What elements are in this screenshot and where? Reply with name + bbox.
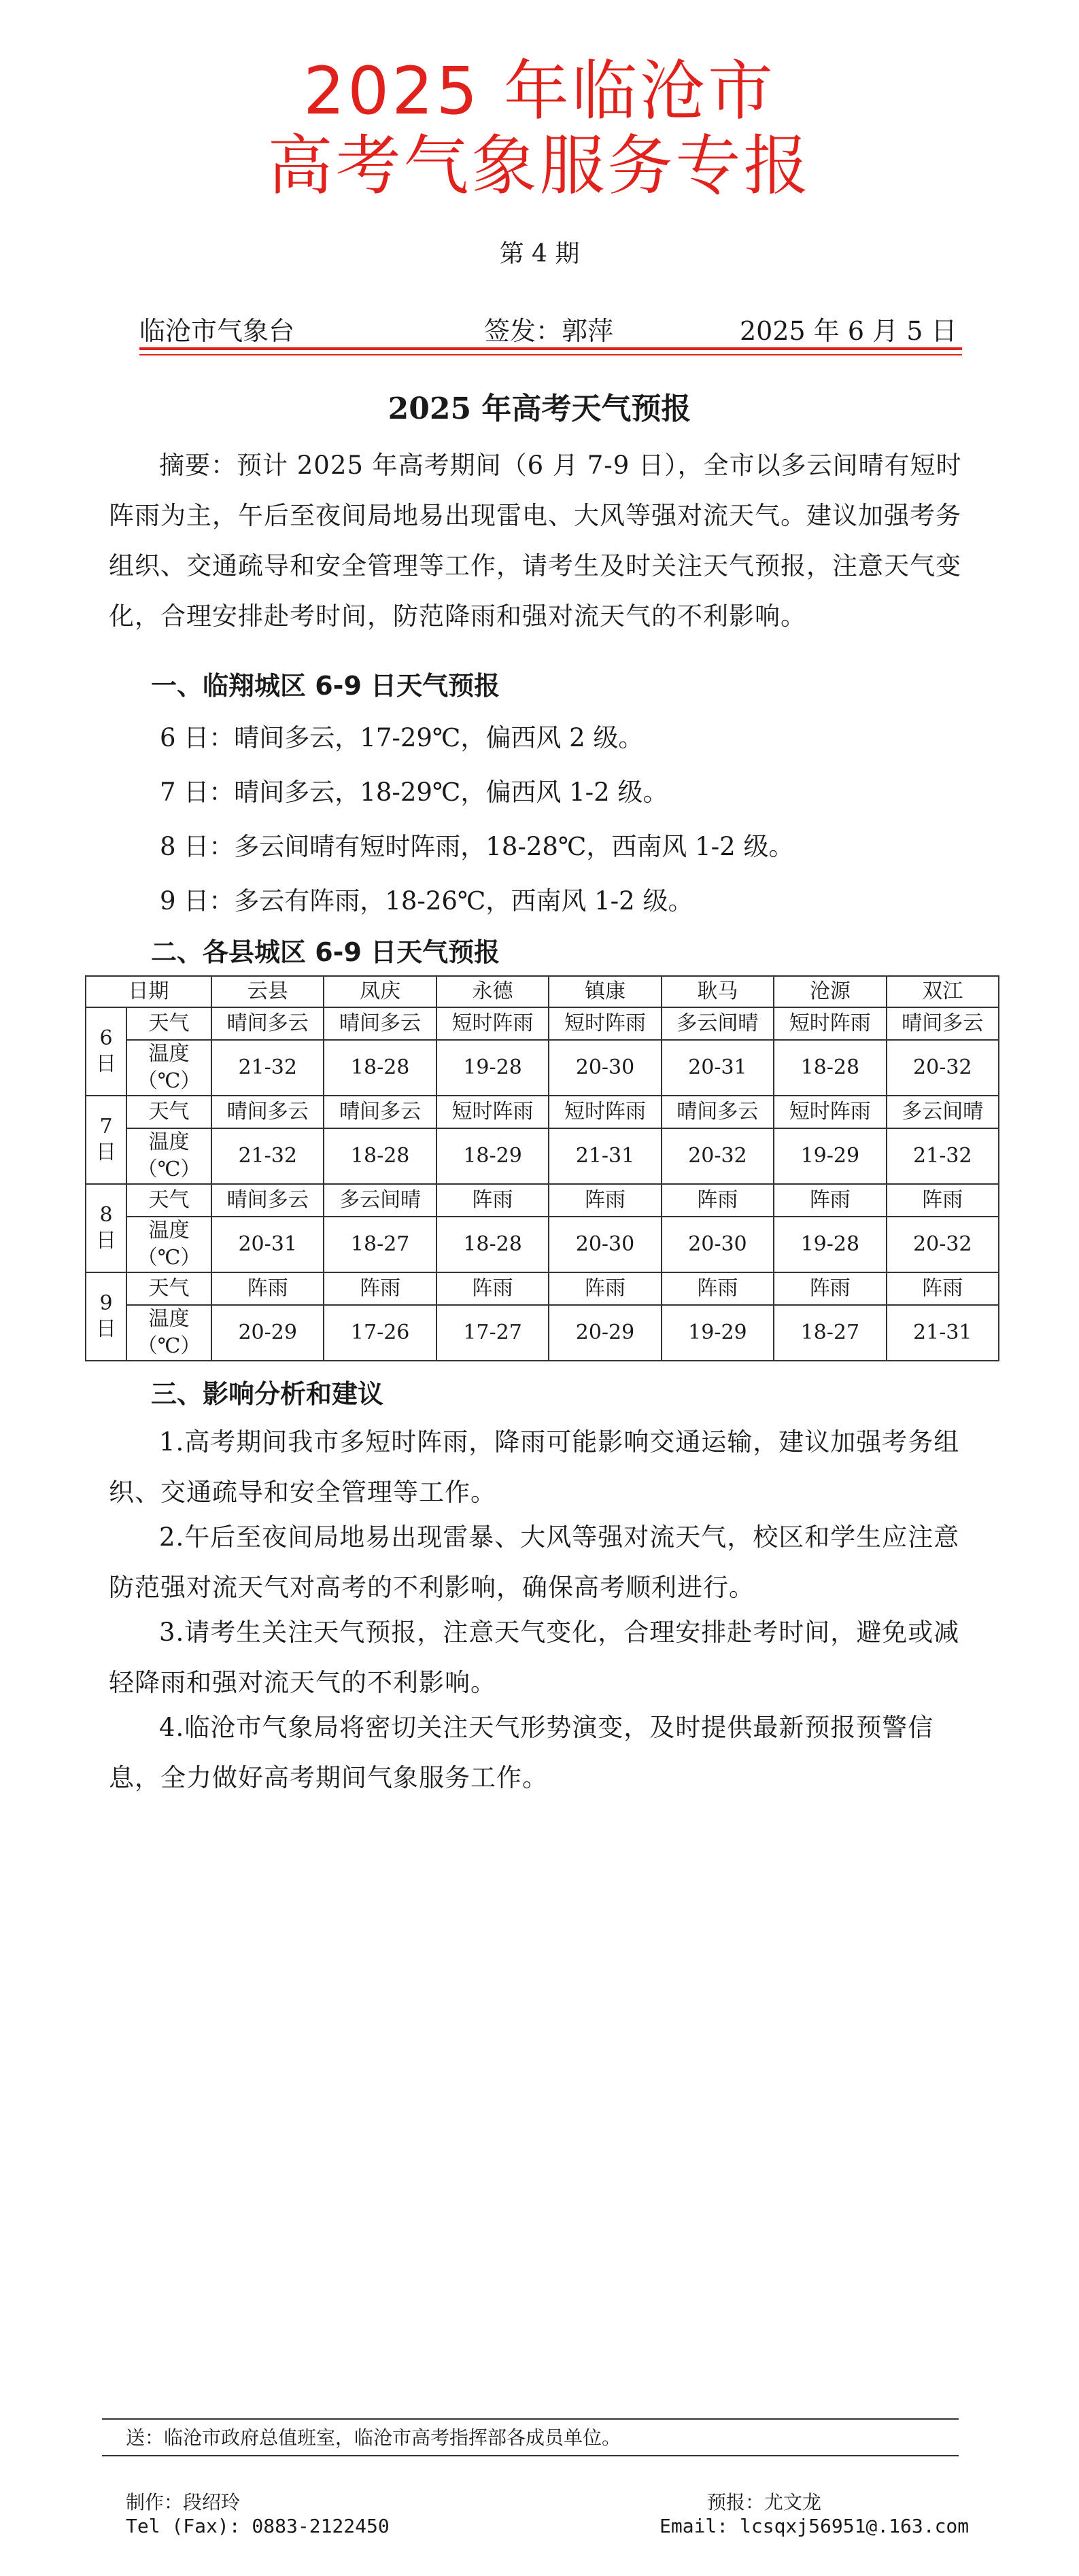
temperature-label-text: 温度 xyxy=(148,1307,190,1331)
weather-cell: 晴间多云 xyxy=(211,1096,324,1128)
temperature-cell: 18-29 xyxy=(436,1128,549,1184)
temperature-cell: 18-28 xyxy=(774,1040,886,1096)
temperature-unit: （℃） xyxy=(137,1158,201,1181)
temperature-cell: 21-32 xyxy=(887,1128,999,1184)
temperature-cell: 21-31 xyxy=(887,1305,999,1361)
temperature-cell: 18-27 xyxy=(324,1217,436,1272)
temperature-label-text: 温度 xyxy=(148,1130,190,1154)
distribution-list: 送：临沧市政府总值班室，临沧市高考指挥部各成员单位。 xyxy=(126,2426,621,2449)
weather-label: 天气 xyxy=(126,1007,211,1040)
weather-cell: 晴间多云 xyxy=(324,1007,436,1040)
weather-cell: 阵雨 xyxy=(774,1184,886,1217)
section3-heading: 三、影响分析和建议 xyxy=(151,1379,384,1409)
county-header: 凤庆 xyxy=(324,976,436,1007)
weather-row xyxy=(86,1096,999,1128)
weather-cell: 晴间多云 xyxy=(211,1007,324,1040)
advice-item-2: 2.午后至夜间局地易出现雷暴、大风等强对流天气，校区和学生应注意防范强对流天气对高考的不利影响，确保高考顺利进行。 xyxy=(109,1522,960,1602)
advice-item-3: 3.请考生关注天气预报，注意天气变化，合理安排赴考时间，避免或减轻降雨和强对流天气的不利影响。 xyxy=(109,1618,960,1697)
temperature-cell: 20-29 xyxy=(549,1305,661,1361)
email: Email: lcsqxj56951@.163.com xyxy=(660,2515,970,2537)
issue-number: 第 4 期 xyxy=(499,240,580,268)
temperature-row xyxy=(86,1305,999,1361)
issuing-agency: 临沧市气象台 xyxy=(139,316,295,346)
weather-cell: 晴间多云 xyxy=(662,1096,774,1128)
temperature-label xyxy=(126,1217,211,1272)
weather-cell: 阵雨 xyxy=(436,1184,549,1217)
day-label: 8 日 xyxy=(86,1184,126,1272)
temperature-cell: 20-31 xyxy=(662,1040,774,1096)
weather-cell: 阵雨 xyxy=(549,1184,661,1217)
report-title: 2025 年高考天气预报 xyxy=(388,391,691,426)
temperature-cell: 20-32 xyxy=(662,1128,774,1184)
weather-label: 天气 xyxy=(126,1184,211,1217)
weather-row xyxy=(86,1184,999,1217)
temperature-unit: （℃） xyxy=(137,1069,201,1093)
temperature-row xyxy=(86,1217,999,1272)
temperature-cell: 18-27 xyxy=(774,1305,886,1361)
summary-paragraph: 摘要：预计 2025 年高考期间（6 月 7-9 日），全市以多云间晴有短时阵雨为主，午后至夜间局地易出现雷电、大风等强对流天气。建议加强考务组织、交通疏导和安全管理等工作，请考生及时关注天气预报，注意天气变化，合理安排赴考时间，防范降雨和强对流天气的不利影响。 xyxy=(109,451,962,631)
county-forecast-table xyxy=(85,975,999,1361)
masthead-title-line1: 2025 年临沧市 xyxy=(303,53,776,129)
temperature-cell: 19-29 xyxy=(774,1128,886,1184)
weather-cell: 短时阵雨 xyxy=(549,1007,661,1040)
temperature-cell: 20-31 xyxy=(211,1217,324,1272)
weather-cell: 多云间晴 xyxy=(324,1184,436,1217)
issue-date: 2025 年 6 月 5 日 xyxy=(740,316,957,346)
temperature-label xyxy=(126,1305,211,1361)
weather-label: 天气 xyxy=(126,1272,211,1305)
temperature-cell: 17-26 xyxy=(324,1305,436,1361)
advice-item-1: 1.高考期间我市多短时阵雨，降雨可能影响交通运输，建议加强考务组织、交通疏导和安全管理等工作。 xyxy=(109,1427,960,1507)
temperature-cell: 19-29 xyxy=(662,1305,774,1361)
county-header: 永德 xyxy=(436,976,549,1007)
section1-heading: 一、临翔城区 6-9 日天气预报 xyxy=(151,671,500,701)
temperature-cell: 20-32 xyxy=(887,1040,999,1096)
weather-cell: 阵雨 xyxy=(662,1184,774,1217)
weather-cell: 阵雨 xyxy=(774,1272,886,1305)
temperature-label xyxy=(126,1040,211,1096)
day-label: 7 日 xyxy=(86,1096,126,1184)
advice-item-4: 4.临沧市气象局将密切关注天气形势演变，及时提供最新预报预警信息，全力做好高考期间气象服务工作。 xyxy=(109,1713,934,1792)
day-label: 9 日 xyxy=(86,1272,126,1361)
weather-cell: 短时阵雨 xyxy=(774,1096,886,1128)
weather-cell: 阵雨 xyxy=(211,1272,324,1305)
table-corner-date: 日期 xyxy=(86,976,211,1007)
county-header: 双江 xyxy=(887,976,999,1007)
weather-cell: 阵雨 xyxy=(324,1272,436,1305)
weather-cell: 阵雨 xyxy=(887,1272,999,1305)
temperature-cell: 20-30 xyxy=(662,1217,774,1272)
weather-cell: 短时阵雨 xyxy=(549,1096,661,1128)
weather-row xyxy=(86,1007,999,1040)
weather-cell: 多云间晴 xyxy=(887,1096,999,1128)
table-header-row xyxy=(86,976,999,1007)
section2-heading: 二、各县城区 6-9 日天气预报 xyxy=(151,937,500,967)
masthead-title-line2: 高考气象服务专报 xyxy=(267,128,812,204)
temperature-label-text: 温度 xyxy=(148,1219,190,1242)
temperature-cell: 18-28 xyxy=(436,1217,549,1272)
forecast-day9: 9 日：多云有阵雨，18-26℃，西南风 1-2 级。 xyxy=(160,886,693,916)
temperature-row xyxy=(86,1040,999,1096)
county-header: 耿马 xyxy=(662,976,774,1007)
county-header: 沧源 xyxy=(774,976,886,1007)
temperature-cell: 20-29 xyxy=(211,1305,324,1361)
temperature-cell: 18-28 xyxy=(324,1128,436,1184)
county-header: 镇康 xyxy=(549,976,661,1007)
weather-label: 天气 xyxy=(126,1096,211,1128)
temperature-unit: （℃） xyxy=(137,1334,201,1358)
county-header: 云县 xyxy=(211,976,324,1007)
temperature-cell: 21-32 xyxy=(211,1040,324,1096)
header-divider-thin xyxy=(139,354,962,355)
temperature-cell: 18-28 xyxy=(324,1040,436,1096)
footer-rule-bottom xyxy=(102,2455,959,2456)
temperature-cell: 21-32 xyxy=(211,1128,324,1184)
weather-row xyxy=(86,1272,999,1305)
temperature-label xyxy=(126,1128,211,1184)
weather-cell: 短时阵雨 xyxy=(774,1007,886,1040)
footer-rule-top xyxy=(102,2418,959,2420)
temperature-cell: 21-31 xyxy=(549,1128,661,1184)
temperature-cell: 20-32 xyxy=(887,1217,999,1272)
temperature-label-text: 温度 xyxy=(148,1042,190,1066)
maker: 制作：段绍玲 xyxy=(126,2491,241,2513)
tel-fax: Tel (Fax): 0883-2122450 xyxy=(126,2515,390,2537)
temperature-cell: 19-28 xyxy=(774,1217,886,1272)
weather-cell: 多云间晴 xyxy=(662,1007,774,1040)
temperature-row xyxy=(86,1128,999,1184)
weather-cell: 阵雨 xyxy=(662,1272,774,1305)
temperature-cell: 19-28 xyxy=(436,1040,549,1096)
weather-cell: 晴间多云 xyxy=(324,1096,436,1128)
weather-cell: 晴间多云 xyxy=(211,1184,324,1217)
forecast-day6: 6 日：晴间多云，17-29℃，偏西风 2 级。 xyxy=(160,723,644,752)
temperature-cell: 17-27 xyxy=(436,1305,549,1361)
weather-cell: 晴间多云 xyxy=(887,1007,999,1040)
weather-cell: 阵雨 xyxy=(887,1184,999,1217)
forecast-day8: 8 日：多云间晴有短时阵雨，18-28℃，西南风 1-2 级。 xyxy=(160,832,794,861)
weather-cell: 阵雨 xyxy=(549,1272,661,1305)
forecaster: 预报：尤文龙 xyxy=(707,2491,822,2513)
temperature-cell: 20-30 xyxy=(549,1040,661,1096)
weather-cell: 短时阵雨 xyxy=(436,1096,549,1128)
weather-cell: 短时阵雨 xyxy=(436,1007,549,1040)
header-divider-thick xyxy=(139,347,962,350)
signer: 签发：郭萍 xyxy=(484,316,614,346)
weather-cell: 阵雨 xyxy=(436,1272,549,1305)
temperature-cell: 20-30 xyxy=(549,1217,661,1272)
forecast-day7: 7 日：晴间多云，18-29℃，偏西风 1-2 级。 xyxy=(160,778,668,807)
day-label: 6 日 xyxy=(86,1007,126,1096)
temperature-unit: （℃） xyxy=(137,1246,201,1270)
